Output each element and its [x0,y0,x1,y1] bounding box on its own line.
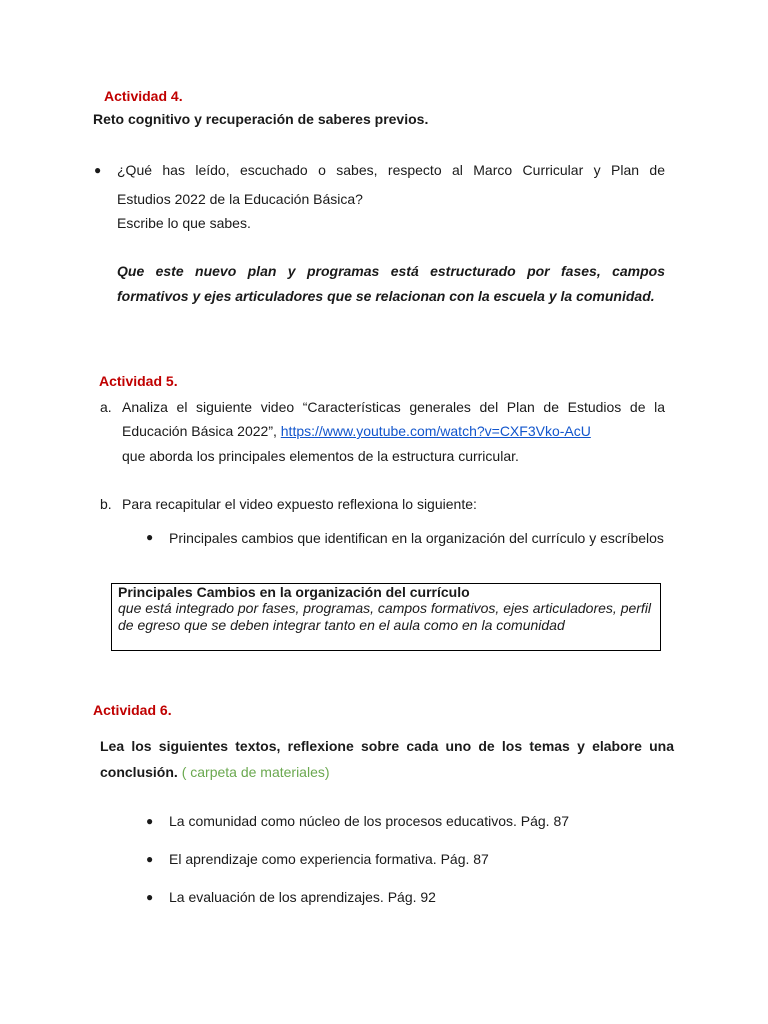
changes-box-title: Principales Cambios en la organización del currículo [118,584,470,600]
reading-item: La comunidad como núcleo de los procesos educativos. Pág. 87 [169,813,570,829]
activity-4-question-line2: Estudios 2022 de la Educación Básica? [117,191,363,207]
activity-6-note: ( carpeta de materiales) [181,764,330,780]
activity-4-instruction: Escribe lo que sabes. [117,215,251,231]
bullet-dot-icon: ● [146,530,154,544]
activity-5-a-line3: que aborda los principales elementos de la estructura curricular. [122,448,519,464]
bullet-dot-icon: ● [94,163,102,177]
activity-6-instruction [100,733,674,785]
list-marker-a: a. [100,399,112,415]
activity-5-a-line2 [122,422,591,440]
activity-5-a-line1: Analiza el siguiente video “Características generales del Plan de Estudios de la [122,399,665,415]
activity-6-title: Actividad 6. [93,702,172,718]
activity-4-title: Actividad 4. [104,88,183,104]
activity-4-answer: Que este nuevo plan y programas está estructurado por fases, campos formativos y ejes articuladores que se relacionan con la escuela y la comunidad. [117,263,665,304]
activity-5-a-line2-text: Educación Básica 2022”, [122,423,277,439]
changes-answer-box [111,583,661,651]
activity-5-b-bullet: Principales cambios que identifican en la organización del currículo y escríbelos [169,530,664,546]
activity-4-subtitle: Reto cognitivo y recuperación de saberes previos. [93,111,429,127]
activity-4-question-line1: ¿Qué has leído, escuchado o sabes, respecto al Marco Curricular y Plan de [117,162,665,178]
bullet-dot-icon: ● [146,890,154,904]
activity-5-b-text: Para recapitular el video expuesto reflexiona lo siguiente: [122,496,477,512]
bullet-dot-icon: ● [146,814,154,828]
changes-box-text: que está integrado por fases, programas, campos formativos, ejes articuladores, perfil de egreso que se deben integrar tanto en el aula como en la comunidad [118,600,652,633]
list-marker-b: b. [100,496,112,512]
youtube-video-link[interactable]: https://www.youtube.com/watch?v=CXF3Vko-AcU [280,423,591,439]
bullet-dot-icon: ● [146,852,154,866]
reading-item: La evaluación de los aprendizajes. Pág. 92 [169,889,436,905]
reading-item: El aprendizaje como experiencia formativa. Pág. 87 [169,851,489,867]
activity-6-instruction-text: Lea los siguientes textos, reflexione sobre cada uno de los temas y elabore una conclusión. [100,738,674,780]
activity-5-title: Actividad 5. [99,373,178,389]
